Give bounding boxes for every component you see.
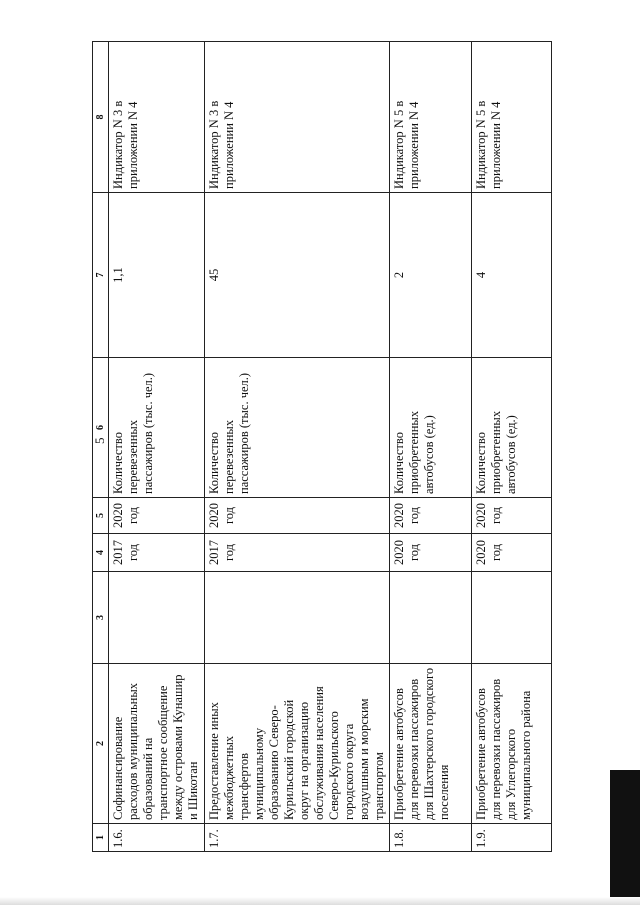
end-year: 2020 год <box>109 498 205 534</box>
executor-cell <box>109 572 205 664</box>
indicator-reference: Индикатор N 5 в приложении N 4 <box>472 42 552 193</box>
scan-bottom-shadow <box>0 897 640 905</box>
scan-edge-shadow <box>610 770 640 905</box>
program-measures-table <box>92 41 552 852</box>
measure-name: Приобретение автобусов для перевозки пассажиров для Углегорского муниципального района <box>472 664 552 824</box>
indicator-name: Количество приобретенных автобусов (ед.) <box>390 358 472 498</box>
indicator-name: Количество перевезенных пассажиров (тыс. чел.) <box>109 358 205 498</box>
indicator-reference: Индикатор N 3 в приложении N 4 <box>205 42 390 193</box>
header-cell: 3 <box>93 572 109 664</box>
header-cell: 5 <box>93 498 109 534</box>
header-row <box>93 42 109 852</box>
executor-cell <box>205 572 390 664</box>
header-cell: 7 <box>93 193 109 358</box>
indicator-value: 2 <box>390 193 472 358</box>
indicator-value: 4 <box>472 193 552 358</box>
page-number: 5 <box>92 437 107 444</box>
measure-name: Предоставление иных межбюджетных трансфертов муниципальному образованию Северо-Курильский городской округ на организацию обслуживания населения Северо-Курильского городского округа воздушным и морским транспортом <box>205 664 390 824</box>
start-year: 2020 год <box>472 534 552 572</box>
indicator-value: 45 <box>205 193 390 358</box>
executor-cell <box>390 572 472 664</box>
header-cell: 6 <box>93 358 109 498</box>
measure-name: Приобретение автобусов для перевозки пассажиров для Шахтерского городского поселения <box>390 664 472 824</box>
table-row <box>205 42 390 852</box>
header-cell: 1 <box>93 824 109 852</box>
start-year: 2017 год <box>109 534 205 572</box>
row-number: 1.8. <box>390 824 472 852</box>
executor-cell <box>472 572 552 664</box>
indicator-name: Количество перевезенных пассажиров (тыс. чел.) <box>205 358 390 498</box>
table-row <box>109 42 205 852</box>
measure-name: Софинансирование расходов муниципальных образований на транспортное сообщение между островами Кунашир и Шикотан <box>109 664 205 824</box>
start-year: 2020 год <box>390 534 472 572</box>
row-number: 1.9. <box>472 824 552 852</box>
table-row <box>390 42 472 852</box>
start-year: 2017 год <box>205 534 390 572</box>
end-year: 2020 год <box>390 498 472 534</box>
indicator-value: 1,1 <box>109 193 205 358</box>
header-cell: 8 <box>93 42 109 193</box>
document-table-container <box>92 41 552 852</box>
end-year: 2020 год <box>472 498 552 534</box>
table-row <box>472 42 552 852</box>
header-cell: 4 <box>93 534 109 572</box>
header-cell: 2 <box>93 664 109 824</box>
end-year: 2020 год <box>205 498 390 534</box>
row-number: 1.6. <box>109 824 205 852</box>
row-number: 1.7. <box>205 824 390 852</box>
indicator-name: Количество приобретенных автобусов (ед.) <box>472 358 552 498</box>
indicator-reference: Индикатор N 3 в приложении N 4 <box>109 42 205 193</box>
indicator-reference: Индикатор N 5 в приложении N 4 <box>390 42 472 193</box>
